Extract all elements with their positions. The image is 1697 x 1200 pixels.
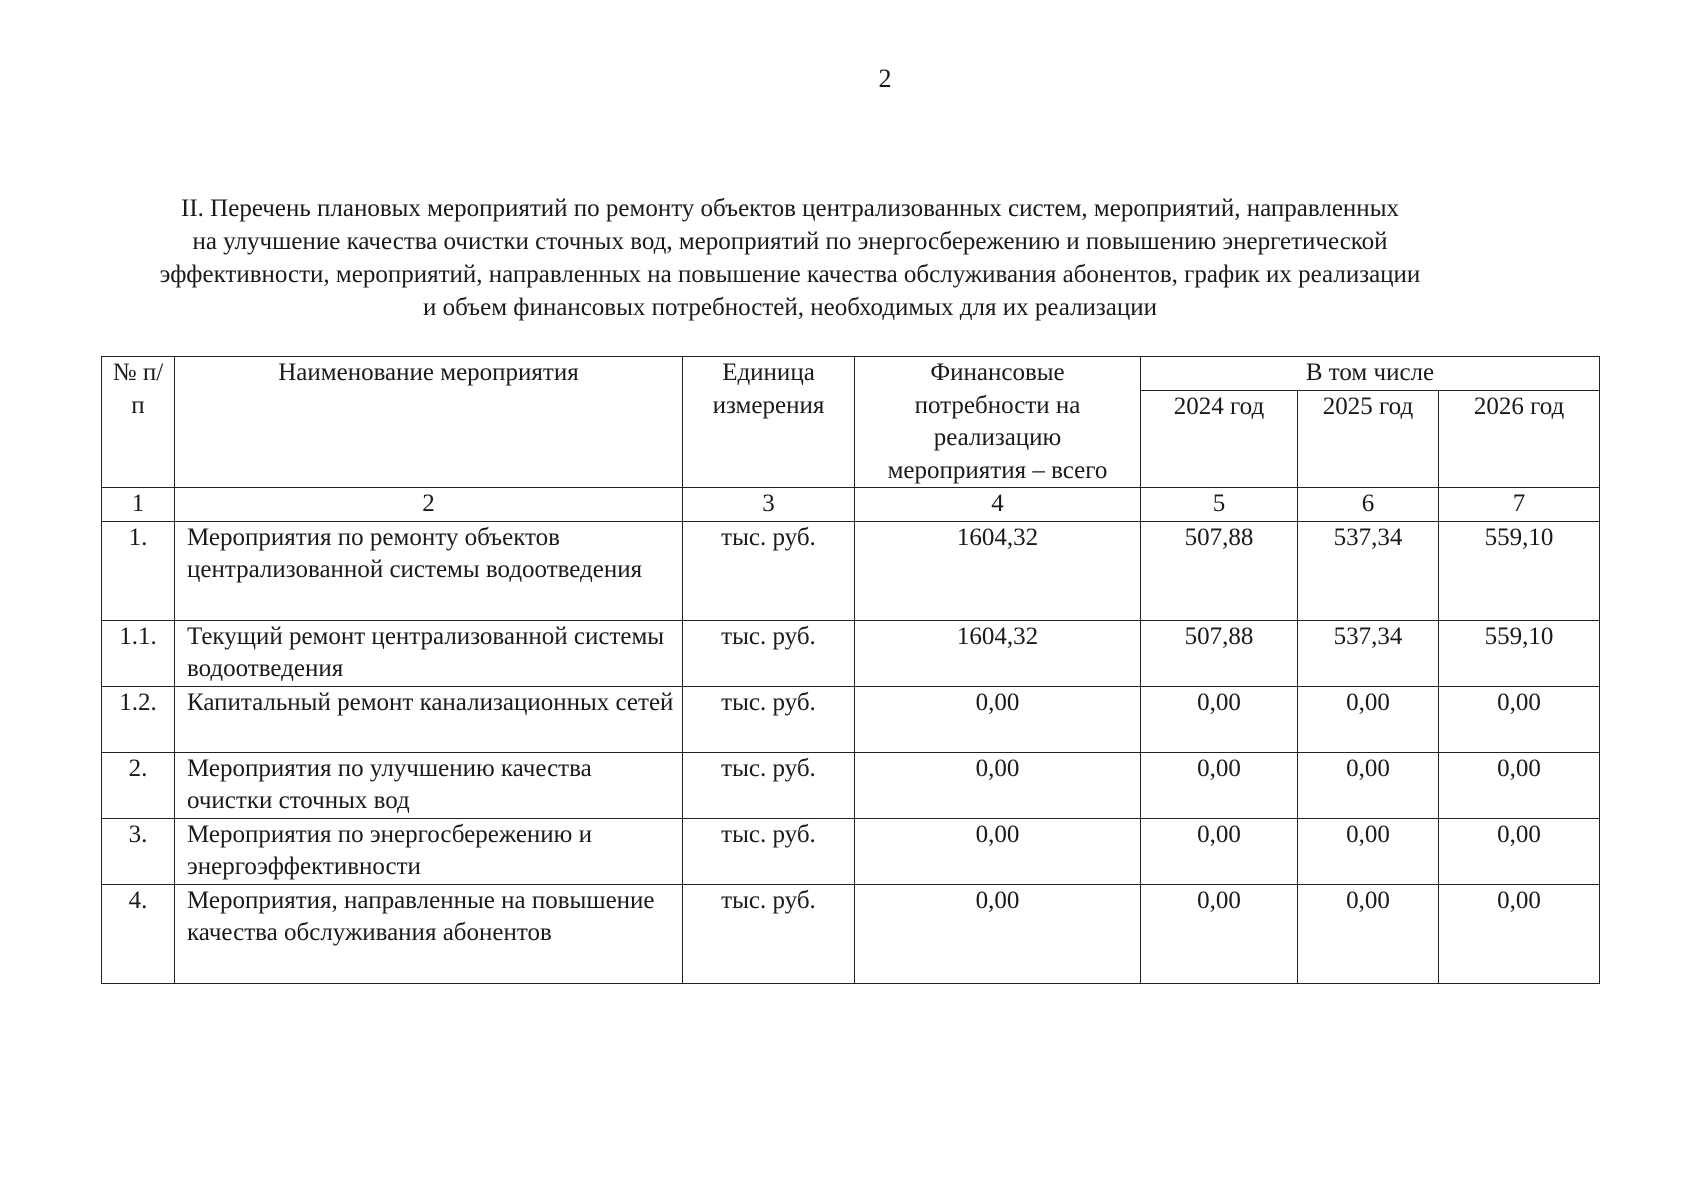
column-number: 1	[102, 488, 175, 522]
column-number: 3	[683, 488, 855, 522]
row-2026: 559,10	[1439, 521, 1600, 620]
heading-line: II. Перечень плановых мероприятий по ремонту объектов централизованных систем, мероприятий, направленных	[181, 195, 1399, 222]
row-name: Мероприятия по улучшению качества очистки сточных вод	[175, 752, 683, 818]
header-year-2026: 2026 год	[1439, 390, 1600, 487]
row-number: 1.	[102, 521, 175, 620]
table-row	[102, 818, 1600, 884]
page-number: 2	[878, 64, 892, 93]
row-unit: тыс. руб.	[683, 884, 855, 983]
row-name: Мероприятия, направленные на повышение качества обслуживания абонентов	[175, 884, 683, 983]
header-total: Финансовые потребности на реализацию мероприятия – всего	[855, 357, 1141, 488]
heading-line: эффективности, мероприятий, направленных на повышение качества обслуживания абонентов, график их реализации	[159, 261, 1421, 288]
row-2024: 0,00	[1141, 884, 1298, 983]
row-unit: тыс. руб.	[683, 620, 855, 686]
table-row	[102, 752, 1600, 818]
row-2026: 0,00	[1439, 752, 1600, 818]
row-2026: 0,00	[1439, 686, 1600, 752]
row-number: 1.1.	[102, 620, 175, 686]
row-2024: 0,00	[1141, 818, 1298, 884]
row-number: 1.2.	[102, 686, 175, 752]
row-number: 4.	[102, 884, 175, 983]
row-name: Мероприятия по ремонту объектов централизованной системы водоотведения	[175, 521, 683, 620]
row-2025: 0,00	[1298, 686, 1439, 752]
row-2026: 0,00	[1439, 818, 1600, 884]
row-name: Капитальный ремонт канализационных сетей	[175, 686, 683, 752]
column-number-row	[102, 488, 1600, 522]
row-2025: 537,34	[1298, 620, 1439, 686]
row-total: 0,00	[855, 752, 1141, 818]
row-2025: 0,00	[1298, 818, 1439, 884]
row-2025: 0,00	[1298, 884, 1439, 983]
row-2026: 559,10	[1439, 620, 1600, 686]
header-unit: Единица измерения	[683, 357, 855, 488]
column-number: 2	[175, 488, 683, 522]
activities-table	[101, 356, 1600, 984]
table-row	[102, 686, 1600, 752]
table-row	[102, 620, 1600, 686]
row-unit: тыс. руб.	[683, 818, 855, 884]
header-year-2025: 2025 год	[1298, 390, 1439, 487]
row-total: 1604,32	[855, 521, 1141, 620]
column-number: 4	[855, 488, 1141, 522]
table-row	[102, 884, 1600, 983]
heading-line: и объем финансовых потребностей, необходимых для их реализации	[422, 294, 1158, 321]
row-2024: 0,00	[1141, 686, 1298, 752]
header-including: В том числе	[1141, 357, 1600, 391]
heading-line: на улучшение качества очистки сточных вод, мероприятий по энергосбережению и повышению энергетической	[192, 228, 1388, 255]
row-2025: 0,00	[1298, 752, 1439, 818]
row-number: 2.	[102, 752, 175, 818]
row-name: Текущий ремонт централизованной системы водоотведения	[175, 620, 683, 686]
table-row	[102, 521, 1600, 620]
row-total: 1604,32	[855, 620, 1141, 686]
row-2024: 0,00	[1141, 752, 1298, 818]
header-year-2024: 2024 год	[1141, 390, 1298, 487]
row-2024: 507,88	[1141, 620, 1298, 686]
row-total: 0,00	[855, 818, 1141, 884]
row-unit: тыс. руб.	[683, 686, 855, 752]
row-total: 0,00	[855, 686, 1141, 752]
header-no: № п/п	[102, 357, 175, 488]
row-2025: 537,34	[1298, 521, 1439, 620]
row-2024: 507,88	[1141, 521, 1298, 620]
row-2026: 0,00	[1439, 884, 1600, 983]
row-unit: тыс. руб.	[683, 752, 855, 818]
header-name: Наименование мероприятия	[175, 357, 683, 488]
column-number: 5	[1141, 488, 1298, 522]
row-number: 3.	[102, 818, 175, 884]
row-name: Мероприятия по энергосбережению и энергоэффективности	[175, 818, 683, 884]
row-total: 0,00	[855, 884, 1141, 983]
section-heading	[120, 192, 1460, 324]
column-number: 6	[1298, 488, 1439, 522]
column-number: 7	[1439, 488, 1600, 522]
row-unit: тыс. руб.	[683, 521, 855, 620]
